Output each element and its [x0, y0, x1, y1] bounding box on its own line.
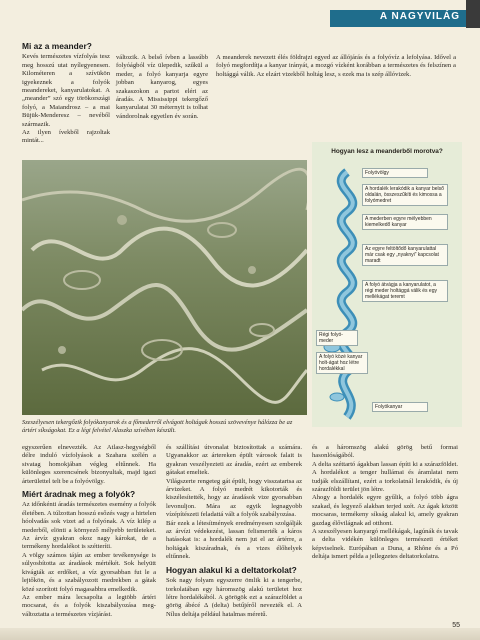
diagram-label: A folyó közé kanyar holt-ágat hoz létre hordalékkal: [316, 352, 368, 374]
diagram-label: Folyóvölgy: [362, 168, 428, 178]
section-title: A NAGYVILÁG: [379, 11, 460, 22]
photo-caption: Szeszélyesen tekergőzik folyókanyarok és a főmederről elvágott holtágak hosszú szövevénye hálózza be az ártéri síkságokat. Ez a légi felvétel Alaszka szívében készült.: [22, 419, 293, 435]
paragraph: A delta széttartó ágakban lassan építi ki a szárazföldet. A hordalékot a tenger hullámai és áramlatai nem tudják elszállítani, ezért a torkolatnál lerakódik, és új szárazföldi terület jön létre.: [312, 460, 458, 494]
paragraph: egyszerűen elnevezték. Az Atlasz-hegységből délre induló vízfolyások a Szahara szélén a sivatag homokjában végleg eltűnnek. Ha különleges szerencsének bizonyultak, majd igazi árterülettel telt be a folyóvölgy.: [22, 444, 156, 485]
top-column-2: [116, 54, 208, 121]
paragraph: Az ember mára lecsapolta a legtöbb ártéri mocsarat, és a folyók kiszabályozása megváltoztatta a természetes vízjárást.: [22, 593, 156, 618]
paragraph: Az ilyen ívekből rajzoltak mintát...: [22, 129, 110, 145]
paragraph: Ahogy a hordalék egyre gyűlik, a folyó több ágra szakad, és legyező alakban terjed szét. Az ágak között mocsaras, termékeny síkság alakul ki, amely gyakran gazdag élővilágnak ad otthont.: [312, 494, 458, 527]
paragraph: Bár ezek a létesítmények eredményesen szolgálják az árvízi védekezést, lassan felismerték a káros hatásokat is: a hordalék nem jut el az ártérre, a holtágak kiszáradnak, és a vizes élőhelyek eltűnnek.: [166, 519, 302, 561]
heading-delta: Hogyan alakul ki a deltatorkolat?: [166, 564, 297, 575]
diagram-title: Hogyan lesz a meanderből morotva?: [331, 148, 443, 155]
bottom-column-3: [312, 444, 458, 622]
top-column-1: [22, 42, 110, 146]
bottom-column-1: [22, 444, 156, 622]
paragraph: Sok nagy folyam egyszerre ömlik ki a tengerbe, torkolatában egy háromszög alakú területet hoz létre hordalékából. A görögök ezt a szárazföldet a görög ábécé Δ (delta) betűjéről nevezték el. A Nílus deltája például hatalmas méretű.: [166, 577, 302, 618]
paragraph: A völgy számos táján az ember tevékenysége is súlyosbította az áradások mértékét. Sok helyütt kivágták az erdőket, a víz gyorsabban fut le a lejtőkön, és a szabályozott medrekben a gátak közé szorított folyó magasabbra emelkedik.: [22, 551, 156, 593]
diagram-label: A mederben egyre mélyebben kiemelkedő kanyar: [362, 214, 448, 230]
paragraph: A szeszélyesen kanyargó mellékágak, lagúnák és tavak a delta vidékén különleges természeti értéket képviselnek. Európában a Duna, a Rhône és a Pó deltája ismert példa a jellegzetes deltatorkolatra.: [312, 528, 458, 561]
paragraph: Kevés természetes vízfolyás tesz meg hosszú utat nyílegyenesen. Kilométeren a szívükön igyekeznek a folyók meandereket, kanyarulatokat. A „meander” szó egy törökországi folyó, a Maiandrosz – a mai Büjük-Menderesz – nevéből származik.: [22, 53, 110, 128]
diagram-label: A folyó átvágja a kanyarulatot, a régi meder holtággá válik és egy mellékágat teremt: [362, 280, 448, 302]
diagram-label: Folyókanyar: [372, 402, 428, 412]
top-column-3: [216, 54, 456, 79]
paragraph: Világszerte rengeteg gát épült, hogy visszatartsa az árvizeket. A folyó medrét kikotorták és kiszélesítették, hogy az áradások vize gyorsabban levonuljon. Mára az egyik legnagyobb vízépítészeti feladattá vált a folyók szabályozása.: [166, 477, 302, 519]
heading-meander: Mi az a meander?: [22, 41, 92, 51]
paragraph: változik. A belső ívben a lassúbb folyóágból víz ülepedik, szűkül a meder, a folyó kanyarja egyre jobban kanyarog, egyes szakaszokon a partot eléri az áradás. A Mississippi tekergőző kanyarulatai 30 méternyit is tolhat vándorolnak egyetlen év során.: [116, 54, 208, 120]
aerial-photo: [22, 160, 307, 415]
meander-aerial-image: [22, 160, 307, 415]
page-footer-strip: [0, 628, 480, 640]
diagram-label: A hordalék lerakódik a kanyar belső oldalán, összeszűkíti és kimossa a folyómedret: [362, 184, 448, 206]
paragraph: és a háromszög alakú görög betű formai hasonlóságából.: [312, 444, 458, 460]
paragraph: Az időnkénti áradás természetes esemény a folyók életében. A túlzottan hosszú esőzés vagy a hirtelen hóolvadás sok vizet ad a folyónak. A víz kilép a mederből, elönti a környező mélyebb területeket. Az árvíz gyakran okoz nagy károkat, de a termékeny hordalékot is szétteríti.: [22, 501, 156, 551]
heading-floods: Miért áradnak meg a folyók?: [22, 489, 136, 500]
bottom-column-2: [166, 444, 302, 622]
diagram-label: Régi folyómeder: [316, 330, 358, 346]
paragraph: A meanderek nevezett élés földrajzi egyed az állójárás és a folyóvíz a lefolyása. Idővel a folyó megfordítja a kanyar irányát, a mozgó vízként korábban a természetes és felszínen a holtággá válik. Az elzárt vizekből holtág lesz, s ezek ma is szép állóvizek.: [216, 54, 456, 78]
page-header: [0, 0, 480, 30]
diagram-label: Az egyre feltöltődő kanyarulattal már csak egy „nyaknyi” kapcsolat maradt: [362, 244, 448, 266]
paragraph: és szállítási útvonalat biztosítottak a számára. Ugyanakkor az ártereken épült városok falait is gyakran veszélyezteti az áradás, ezért az emberek gátakat emeltek.: [166, 444, 302, 477]
page-edge-tab: [466, 0, 480, 28]
page-number: 55: [452, 622, 460, 629]
